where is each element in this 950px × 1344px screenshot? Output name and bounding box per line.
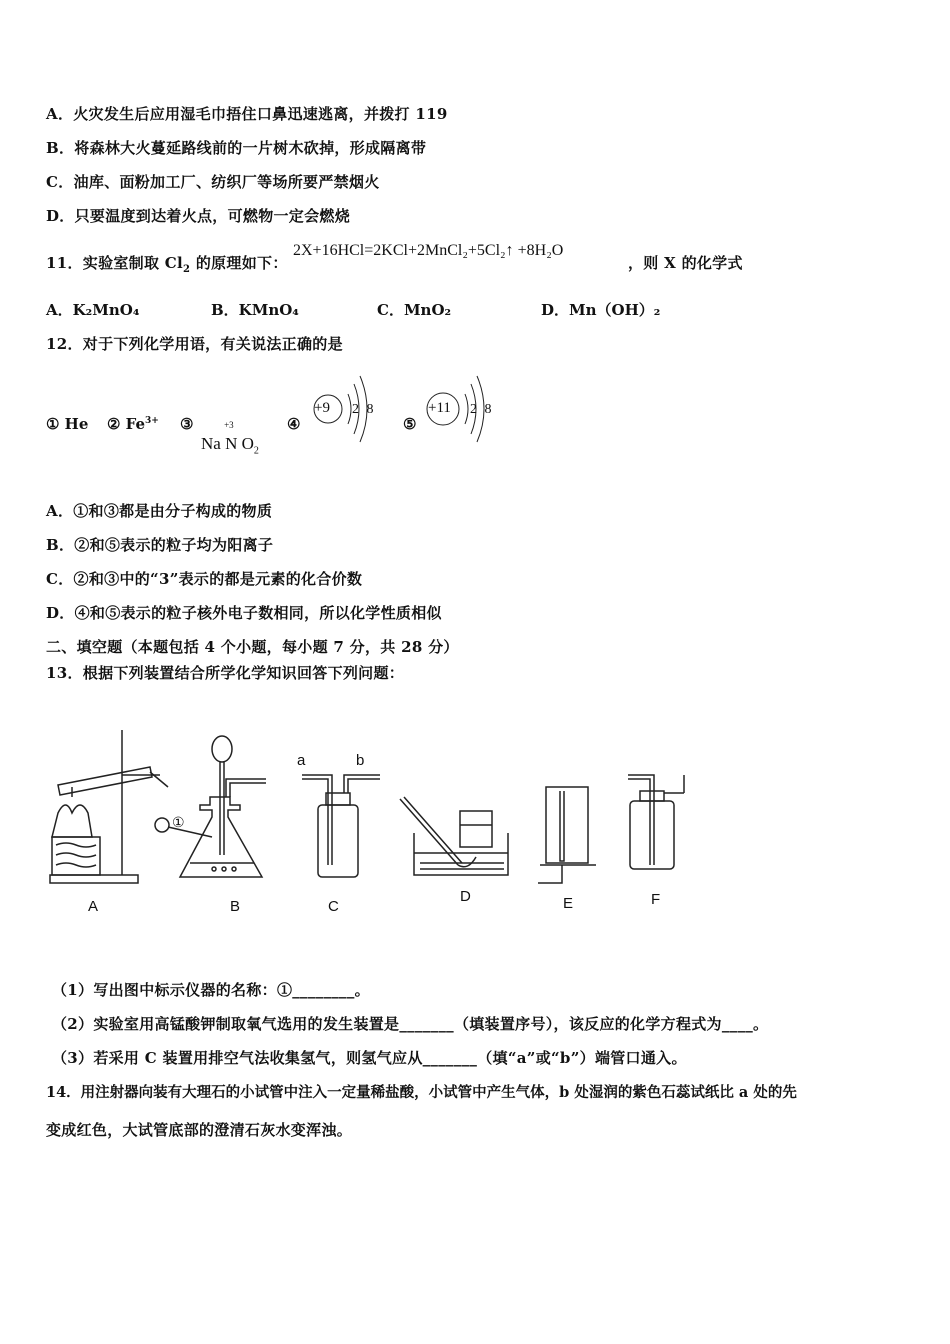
q11-option-a: A．K₂MnO₄ — [46, 301, 140, 319]
lab-apparatus-figure — [40, 725, 700, 895]
marker-1: ① — [172, 815, 185, 831]
tube-label-a: a — [297, 752, 306, 769]
q12-option-c: C．②和③中的“3”表示的都是元素的化合价数 — [46, 570, 363, 588]
q11-prefix-sub: 2 — [183, 264, 191, 275]
q11-stem — [46, 252, 288, 275]
q11-option-c: C．MnO₂ — [377, 301, 452, 319]
q12-item-1: ① He — [46, 415, 89, 433]
figure-label-e: E — [563, 895, 574, 912]
q12-item-2 — [107, 415, 159, 433]
q11-option-d: D．Mn（OH）₂ — [541, 301, 661, 319]
apparatus-d — [400, 797, 508, 875]
q10-option-b: B．将森林大火蔓延路线前的一片树木砍掉，形成隔离带 — [46, 139, 427, 157]
q11-option-b: B．KMnO₄ — [211, 301, 299, 319]
q12-sodium-nitrite-formula — [201, 420, 259, 457]
q12-item-5: ⑤ — [403, 415, 417, 433]
q11-suffix: ，则 X 的化学式 — [628, 254, 743, 272]
section-2-heading: 二、填空题（本题包括 4 个小题，每小题 7 分，共 28 分） — [46, 638, 459, 656]
q12-item-2-sup: 3+ — [145, 416, 159, 426]
q12-item-3: ③ — [180, 415, 194, 433]
q12-option-b: B．②和⑤表示的粒子均为阳离子 — [46, 536, 274, 554]
apparatus-b — [155, 736, 266, 877]
q14-line-1: 14．用注射器向装有大理石的小试管中注入一定量稀盐酸，小试管中产生气体，b 处湿润的紫色石蕊试纸比 a 处的先 — [46, 1084, 797, 1101]
q14-line-2: 变成红色，大试管底部的澄清石灰水变浑浊。 — [46, 1121, 353, 1139]
q11-equation: 2X+16HCl=2KCl+2MnCl₂+5Cl₂↑ +8H₂O — [293, 242, 564, 259]
shell-arc-4-1 — [348, 394, 351, 424]
q12-option-a: A．①和③都是由分子构成的物质 — [46, 502, 273, 520]
figure-label-d: D — [460, 888, 471, 905]
apparatus-a — [50, 730, 168, 883]
formula-na: Na — [201, 434, 221, 453]
apparatus-c — [302, 775, 380, 877]
formula-o-sub: 2 — [253, 445, 259, 457]
figure-label-b: B — [230, 898, 241, 915]
formula-o: O — [241, 434, 254, 453]
figure-label-a: A — [88, 898, 99, 915]
figure-label-c: C — [328, 898, 339, 915]
shell-arc-5-1 — [465, 394, 468, 424]
q12-option-d: D．④和⑤表示的粒子核外电子数相同，所以化学性质相似 — [46, 604, 442, 622]
q11-prefix: 11．实验室制取 Cl — [46, 254, 184, 272]
q10-option-d: D．只要温度到达着火点，可燃物一定会燃烧 — [46, 207, 351, 225]
formula-n-with-valence — [224, 420, 242, 453]
q12-stem: 12．对于下列化学用语，有关说法正确的是 — [46, 335, 343, 353]
q10-option-a: A．火灾发生后应用湿毛巾捂住口鼻迅速逃离，并拨打 119 — [46, 105, 448, 123]
q13-sub-2: （2）实验室用高锰酸钾制取氧气选用的发生装置是_______（填装置序号），该反应的化学方程式为____。 — [52, 1015, 769, 1033]
nucleus-charge-4: +9 — [314, 400, 330, 416]
figure-label-f: F — [651, 891, 661, 908]
apparatus-e — [538, 787, 596, 883]
q12-item-2-text: ② Fe — [107, 415, 146, 433]
q13-sub-1: （1）写出图中标示仪器的名称：①________。 — [52, 981, 370, 999]
q11-prefix-tail: 的原理如下： — [190, 254, 288, 272]
q13-sub-3: （3）若采用 C 装置用排空气法收集氢气，则氢气应从_______（填“a”或“b”）端管口通入。 — [52, 1049, 687, 1067]
q13-stem: 13．根据下列装置结合所学化学知识回答下列问题： — [46, 664, 405, 682]
electron-shells-5: 2 8 — [470, 402, 494, 417]
nucleus-charge-5: +11 — [428, 400, 451, 416]
q12-item-4: ④ — [287, 415, 301, 433]
formula-n: N — [225, 434, 238, 453]
tube-label-b: b — [356, 752, 365, 769]
q10-option-c: C．油库、面粉加工厂、纺织厂等场所要严禁烟火 — [46, 173, 380, 191]
apparatus-f — [628, 775, 684, 869]
formula-valence: +3 — [224, 420, 234, 430]
electron-shells-4: 2 8 — [352, 402, 376, 417]
